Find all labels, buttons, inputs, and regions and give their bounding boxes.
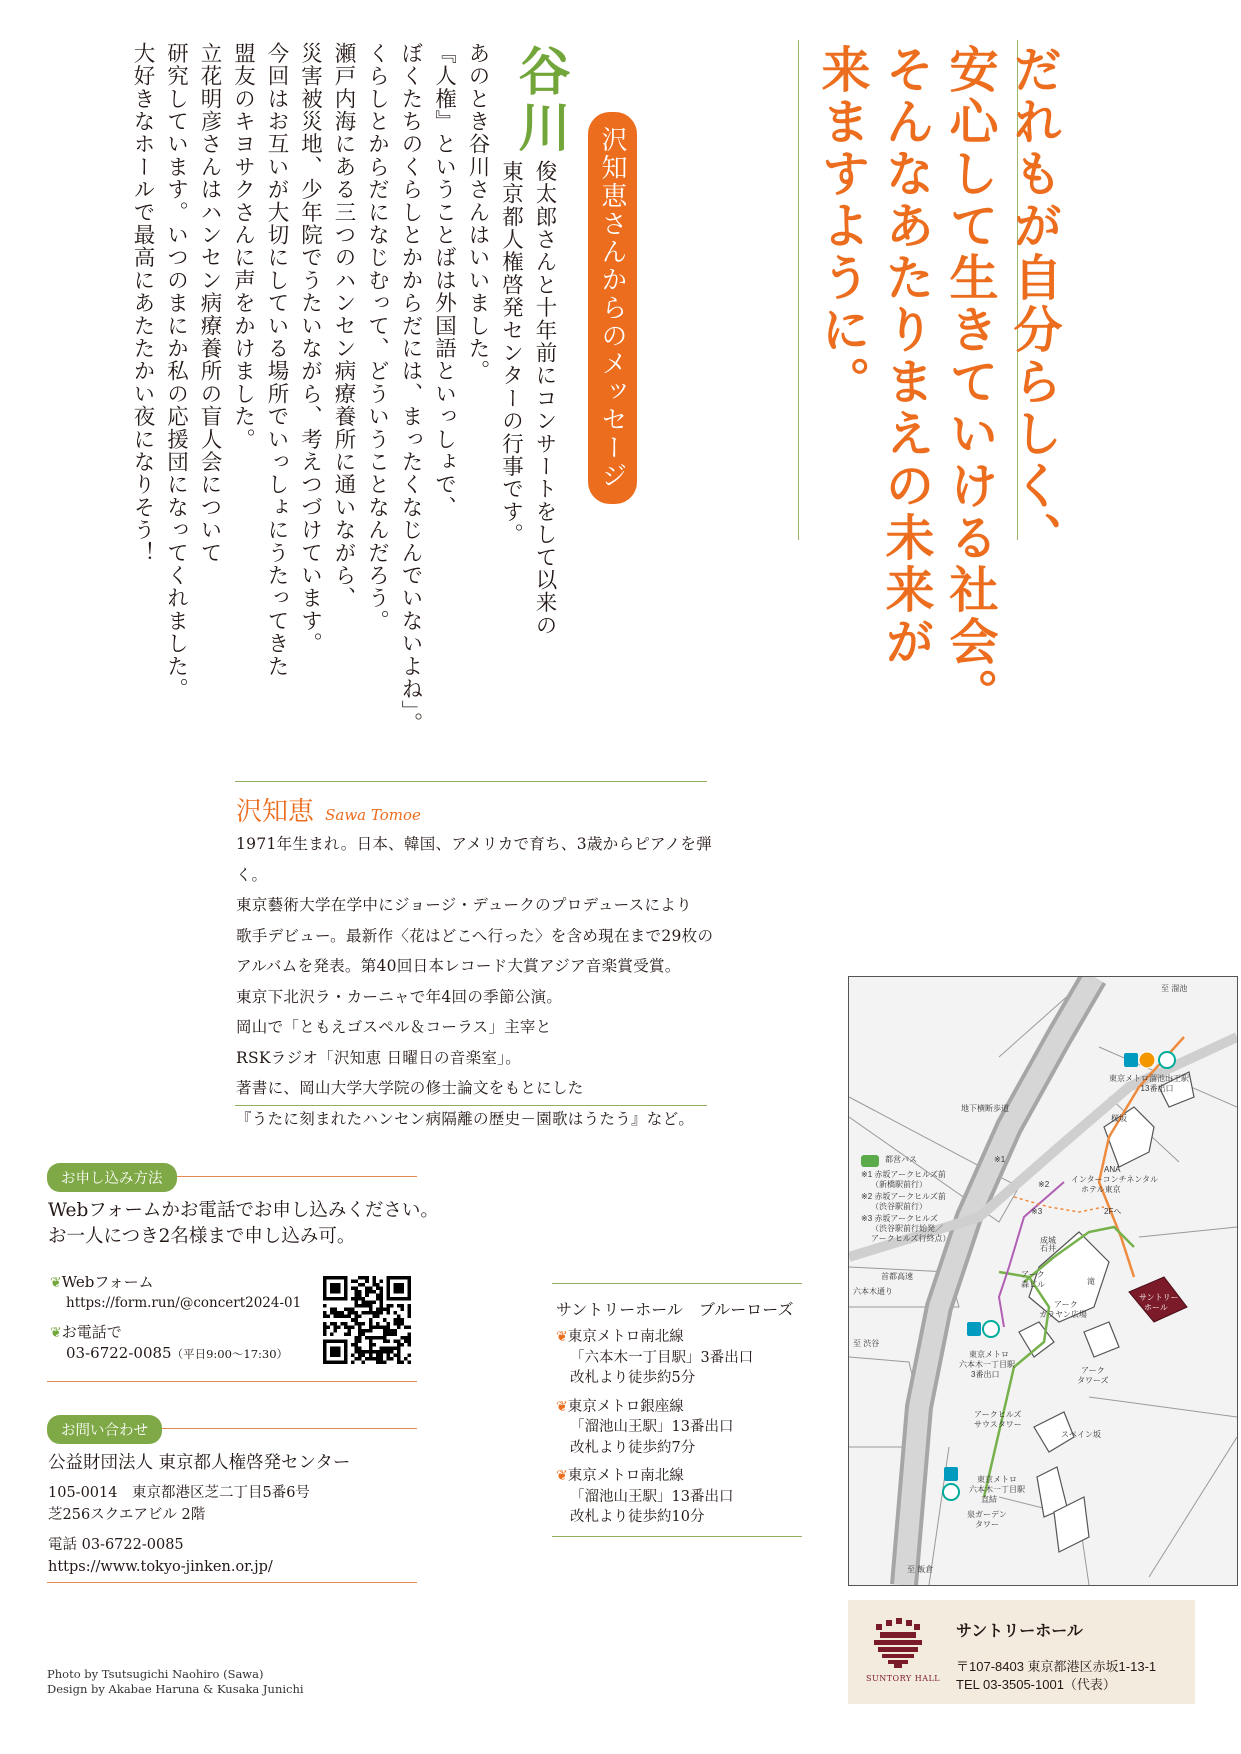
- bus-icon: [861, 1155, 879, 1167]
- map-label-bus3c: アークヒルズ行終点）: [871, 1234, 951, 1243]
- map-label-towers2: タワーズ: [1077, 1376, 1109, 1385]
- route-walk: 改札より徒歩約10分: [570, 1509, 705, 1525]
- message-line: 今回はお互いが大切にしている場所でいっしょにうたってきた: [264, 42, 289, 678]
- contact-pill: お問い合わせ: [47, 1415, 162, 1444]
- tel-label: お電話で: [61, 1323, 122, 1341]
- tel-hours: （平日9:00〜17:30）: [171, 1347, 289, 1361]
- access-rule-top: [552, 1283, 802, 1284]
- credit-design: Design by Akabae Haruna & Kusaka Junichi: [47, 1682, 304, 1696]
- profile-line: 著書に、岡山大学大学院の修士論文をもとにした: [236, 1079, 584, 1097]
- leaf-icon: ❦: [556, 1398, 568, 1415]
- route-station: 「溜池山王駅」13番出口: [570, 1488, 734, 1505]
- slogan-line: 安心して生きていける社会。: [942, 44, 999, 720]
- map-label-suntory1: サントリー: [1139, 1293, 1179, 1302]
- profile-line: 『うたに刻まれたハンセン病隔離の歴史－園歌はうたう』など。: [236, 1109, 695, 1128]
- route-item: [556, 1397, 753, 1459]
- message-line: 立花明彦さんはハンセン病療養所の盲人会について: [197, 42, 222, 565]
- map-label-ana3: ホテル東京: [1081, 1185, 1121, 1194]
- contact-addr1: 105-0014 東京都港区芝二丁目5番6号: [48, 1485, 310, 1501]
- leaf-icon: ❦: [556, 1468, 568, 1484]
- map-label-tameike_exit1: 東京メトロ溜池山王駅: [1109, 1074, 1189, 1083]
- map-label-south1: アークヒルズ: [974, 1410, 1022, 1419]
- slogan-line: 来ますように。: [814, 44, 871, 408]
- venue-name: サントリーホール: [956, 1623, 1083, 1640]
- profile-name: 沢知恵: [236, 797, 315, 827]
- map-label-bus3b: （渋谷駅前行始発／: [871, 1224, 943, 1233]
- route-item: [556, 1466, 753, 1528]
- profile-line: 東京下北沢ラ・カーニャで年4回の季節公演。: [236, 987, 563, 1006]
- profile-heading: [236, 791, 421, 828]
- slogan-rule-left: [798, 40, 799, 540]
- leaf-icon: ❦: [556, 1329, 568, 1345]
- map-label-tameike_exit2: 13番出口: [1140, 1084, 1174, 1093]
- route-line: 東京メトロ南北線: [567, 1468, 684, 1484]
- apply-web: [50, 1272, 301, 1313]
- map-label-to2f: 2Fへ: [1104, 1207, 1122, 1216]
- map-label-suntory2: ホール: [1144, 1303, 1168, 1312]
- map-label-metro_b3: 直結: [981, 1495, 997, 1504]
- map-label-ark_mori1: アーク: [1021, 1270, 1045, 1279]
- map-label-metro_r2: 六本木一丁目駅: [959, 1360, 1015, 1369]
- map-label-spain: スペイン坂: [1061, 1430, 1101, 1439]
- credit-photo: Photo by Tsutsugichi Naohiro (Sawa): [47, 1667, 264, 1681]
- message-line: あのとき谷川さんはいいました。: [465, 42, 490, 383]
- contact-body: [48, 1450, 428, 1578]
- venue-tel: TEL 03-3505-1001（代表）: [956, 1677, 1116, 1692]
- route-station: 「溜池山王駅」13番出口: [570, 1419, 734, 1435]
- profile-rule-bottom: [235, 1105, 707, 1106]
- map-label-roppongi_dori: 六本木通り: [853, 1287, 893, 1296]
- message-line: 大好きなホールで最高にあたたかい夜になりそう！: [130, 42, 155, 565]
- map-label-karajan2: カラヤン広場: [1039, 1310, 1087, 1319]
- access-rule-bottom: [552, 1536, 802, 1537]
- route-walk: 改札より徒歩約7分: [570, 1439, 696, 1456]
- map-label-bus1b: （新橋駅前行）: [871, 1180, 927, 1189]
- message-line: 瀬戸内海にある三つのハンセン病療養所に通いながら、: [331, 42, 356, 610]
- message-line: 災害被災地、少年院でうたいながら、考えつづけています。: [297, 42, 323, 655]
- profile-line: 東京藝術大学在学中にジョージ・デュークのプロデュースにより: [236, 896, 692, 914]
- profile-rule-top: [235, 781, 707, 782]
- map-label-metro_b2: 六本木一丁目駅: [969, 1485, 1025, 1494]
- profile-roman: Sawa Tomoe: [325, 806, 421, 824]
- message-line: 俊太郎さんと十年前にコンサートをして以来の: [532, 160, 557, 637]
- message-line: 『人権』ということばは外国語といっしょで、: [431, 42, 457, 519]
- route-walk: 改札より徒歩約5分: [570, 1370, 696, 1386]
- map-label-pond: 滝: [1087, 1277, 1095, 1286]
- slogan-line: そんなあたりまえの未来が: [878, 44, 935, 668]
- profile-line: 1971年生まれ。日本、韓国、アメリカで育ち、3歳からピアノを弾く。: [236, 835, 713, 884]
- message-line: ぼくたちのくらしとかからだには、まったくなじんでいないよね」。: [398, 42, 423, 735]
- route-line: 東京メトロ銀座線: [567, 1398, 684, 1415]
- profile-body: [236, 829, 716, 1134]
- venue-addr: 〒107-8403 東京都港区赤坂1-13-1: [956, 1659, 1157, 1674]
- credits: [47, 1667, 304, 1697]
- map-label-to_iikura: 至 飯倉: [907, 1565, 934, 1574]
- map-label-underpass: 地下横断歩道: [961, 1104, 1009, 1113]
- map-label-m3: ※3: [1031, 1207, 1043, 1216]
- web-form-label: Webフォーム: [61, 1273, 154, 1291]
- contact-addr2: 芝256スクエアビル 2階: [48, 1507, 206, 1523]
- route-station: 「六本木一丁目駅」3番出口: [570, 1349, 754, 1366]
- tel-number: 03-6722-0085: [66, 1344, 172, 1362]
- profile-line: アルバムを発表。第40回日本レコード大賞アジア音楽賞受賞。: [236, 957, 681, 975]
- contact-url[interactable]: https://www.tokyo-jinken.or.jp/: [48, 1559, 273, 1575]
- message-title: 沢知恵さんからのメッセージ: [588, 112, 637, 504]
- map-label-izumi2: タワー: [975, 1520, 999, 1529]
- map-label-bus2: ※2 赤坂アークヒルズ前: [861, 1192, 946, 1201]
- leaf-icon: ❦: [50, 1325, 62, 1341]
- slogan-line: だれもが自分らしく、: [1006, 44, 1063, 564]
- map-label-highway: 首都高速: [881, 1272, 913, 1281]
- map-label-sakurazaka: 桜坂: [1111, 1114, 1127, 1123]
- map-label-metro_r1: 東京メトロ: [969, 1350, 1009, 1359]
- map-label-toranomon: 至 溜池: [1161, 984, 1188, 993]
- route-line: 東京メトロ南北線: [567, 1329, 684, 1345]
- map-label-bus3: ※3 赤坂アークヒルズ: [861, 1214, 938, 1223]
- contact-org: 公益財団法人 東京都人権啓発センター: [48, 1453, 351, 1473]
- map-label-stone1: 成城: [1040, 1236, 1056, 1245]
- route-item: [556, 1327, 753, 1389]
- map-label-to_shibuya: 至 渋谷: [853, 1339, 880, 1348]
- map-label-south2: サウスタワー: [974, 1420, 1022, 1429]
- map-label-m2: ※2: [1038, 1180, 1050, 1189]
- map-label-bus2b: （渋谷駅前行）: [871, 1202, 927, 1211]
- map-label-bus: 都営バス: [885, 1155, 917, 1164]
- map-label-towers1: アーク: [1081, 1366, 1105, 1375]
- map-label-izumi1: 泉ガーデン: [967, 1510, 1007, 1519]
- apply-pill: お申し込み方法: [47, 1163, 177, 1192]
- venue-logo-text: SUNTORY HALL: [866, 1674, 941, 1683]
- contact-rule-bottom: [47, 1582, 417, 1583]
- apply-rule-bottom: [47, 1381, 417, 1382]
- suntory-hall-logo-icon: [872, 1618, 924, 1668]
- access-routes: [556, 1327, 753, 1528]
- message-name-big: 谷川: [509, 44, 570, 156]
- message-line: 東京都人権啓発センターの行事です。: [498, 160, 524, 546]
- message-body: [41, 42, 561, 735]
- map-label-ana2: インターコンチネンタル: [1071, 1175, 1159, 1184]
- message-line: 盟友のキヨサクさんに声をかけました。: [230, 42, 256, 451]
- message-line: 研究しています。いつのまにか私の応援団になってくれました。: [163, 42, 189, 701]
- apply-lead: [48, 1198, 439, 1250]
- slogan: [810, 44, 1066, 720]
- profile-line: RSKラジオ「沢知恵 日曜日の音楽室」。: [236, 1048, 522, 1067]
- map-label-metro_r3: 3番出口: [971, 1370, 1000, 1379]
- map-label-bus1: ※1 赤坂アークヒルズ前: [861, 1170, 946, 1179]
- map-label-ana1: ANA: [1104, 1165, 1121, 1174]
- map-label-stone2: 石井: [1040, 1244, 1056, 1253]
- leaf-icon: ❦: [50, 1275, 62, 1291]
- map-svg: [849, 977, 1237, 1585]
- map-label-m1: ※1: [994, 1155, 1006, 1164]
- apply-lead-2: お一人につき2名様まで申し込み可。: [48, 1226, 356, 1247]
- profile-line: 岡山で「ともえゴスペル＆コーラス」主宰と: [236, 1018, 552, 1036]
- map-label-karajan1: アーク: [1054, 1300, 1078, 1309]
- message-line: くらしとからだになじむって、どういうことなんだろう。: [364, 42, 390, 633]
- venue-box: [848, 1600, 1195, 1704]
- contact-tel: 電話 03-6722-0085: [48, 1537, 184, 1553]
- access-title: サントリーホール ブルーローズ: [556, 1300, 794, 1319]
- map-label-ark_mori2: 森ビル: [1021, 1280, 1045, 1289]
- profile-line: 歌手デビュー。最新作〈花はどこへ行った〉を含め現在まで29枚の: [236, 926, 714, 945]
- map-label-metro_b1: 東京メトロ: [977, 1475, 1017, 1484]
- apply-tel: [50, 1322, 288, 1364]
- qr-code[interactable]: [323, 1276, 411, 1364]
- apply-lead-1: Webフォームかお電話でお申し込みください。: [48, 1200, 439, 1221]
- web-form-url[interactable]: https://form.run/@concert2024-01: [66, 1295, 302, 1311]
- access-map[interactable]: [848, 976, 1238, 1586]
